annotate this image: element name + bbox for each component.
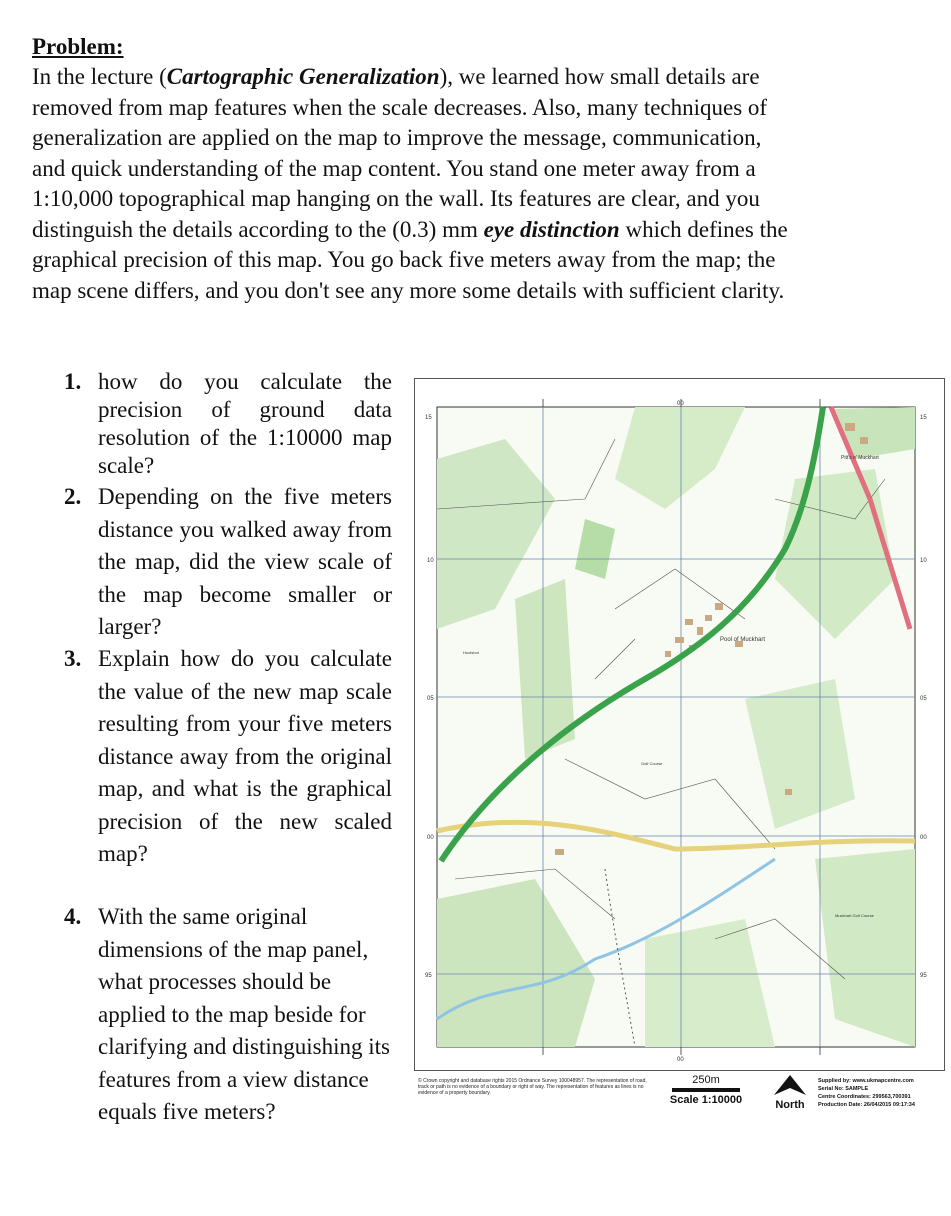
place-label: Pool of Muckhart: [720, 637, 766, 643]
question-text: With the same original dimensions of the map panel, what processes should be applied to the map beside for clarifying and distinguishing its features from a view distance equals five meters?: [98, 904, 390, 1124]
grid-label-bottom: 00: [677, 1057, 684, 1063]
supplied-by: Supplied by: www.ukmapcentre.com: [818, 1078, 914, 1084]
grid-label-left: 15: [425, 415, 432, 421]
problem-heading: Problem:: [32, 34, 124, 59]
intro-eye-distinction: eye distinction: [483, 216, 620, 242]
scale-bar: [666, 1074, 746, 1106]
north-arrow-icon: [772, 1074, 808, 1096]
grid-label-left: 05: [427, 696, 434, 702]
intro-lecture-title: Cartographic Generalization: [166, 64, 440, 89]
place-label: Pitt's o' Muckhart: [841, 455, 879, 461]
problem-intro: [32, 62, 792, 306]
scale-distance: 250m: [692, 1074, 720, 1086]
grid-label-right: 10: [920, 558, 927, 564]
grid-label-left: 95: [425, 973, 432, 979]
intro-text-1: In the lecture (: [32, 64, 167, 89]
serial-number: Serial No: SAMPLE: [818, 1086, 869, 1092]
north-arrow: [770, 1074, 810, 1111]
place-label: Golf Course: [641, 761, 663, 766]
intro-text-3: which defines the graphical precision of this map. You go back five meters away from the map; the map scene differs, and you don't see any more some details with sufficient clarity.: [32, 216, 788, 303]
map-drawing: [415, 379, 946, 1072]
scale-label: Scale 1:10000: [669, 1094, 743, 1106]
production-date: Production Date: 26/04/2015 09:17:34: [818, 1102, 915, 1108]
question-number: 2.: [64, 484, 82, 509]
question-text: Depending on the five meters distance you walked away from the map, did the view scale of the map become smaller or larger?: [98, 484, 392, 639]
centre-coordinates: Centre Coordinates: 299563,700391: [818, 1094, 911, 1100]
grid-label-top: 00: [677, 401, 684, 407]
place-label: Muckhart Golf Course: [835, 913, 874, 918]
grid-label-right: 05: [920, 696, 927, 702]
map-copyright: © Crown copyright and database rights 2015 Ordnance Survey 100048957. The representation of road, track or path is no evidence of a boundary or right of way. The representation of features as lines is no evidence of a property boundary.: [418, 1078, 647, 1096]
question-number: 4.: [64, 904, 82, 929]
grid-label-left: 00: [427, 835, 434, 841]
grid-label-right: 95: [920, 973, 927, 979]
map-supplier-info: [818, 1077, 948, 1109]
north-label: North: [775, 1099, 805, 1111]
grid-label-right: 15: [920, 415, 927, 421]
intro-text-2: ), we learned how small details are removed from map features when the scale decreases. Also, many techniques of generalization are applied on the map to improve the message, communication, and quick understanding of the map content. You stand one meter away from a 1:10,000 topographical map hanging on the wall. Its features are clear, and you distinguish the details according to the (0.3) mm: [32, 64, 768, 242]
place-label: Hoolshot: [463, 650, 479, 655]
grid-label-right: 00: [920, 835, 927, 841]
topographic-map: [414, 378, 945, 1071]
question-number: 3.: [64, 646, 82, 671]
scale-bar-line: [672, 1088, 740, 1092]
question-text: Explain how do you calculate the value of the new map scale resulting from your five meters distance away from the original map, and what is the graphical precision of the new scaled map?: [98, 646, 392, 866]
question-number: 1.: [64, 369, 82, 394]
grid-label-left: 10: [427, 558, 434, 564]
question-text: how do you calculate the precision of ground data resolution of the 1:10000 map scale?: [98, 369, 392, 478]
